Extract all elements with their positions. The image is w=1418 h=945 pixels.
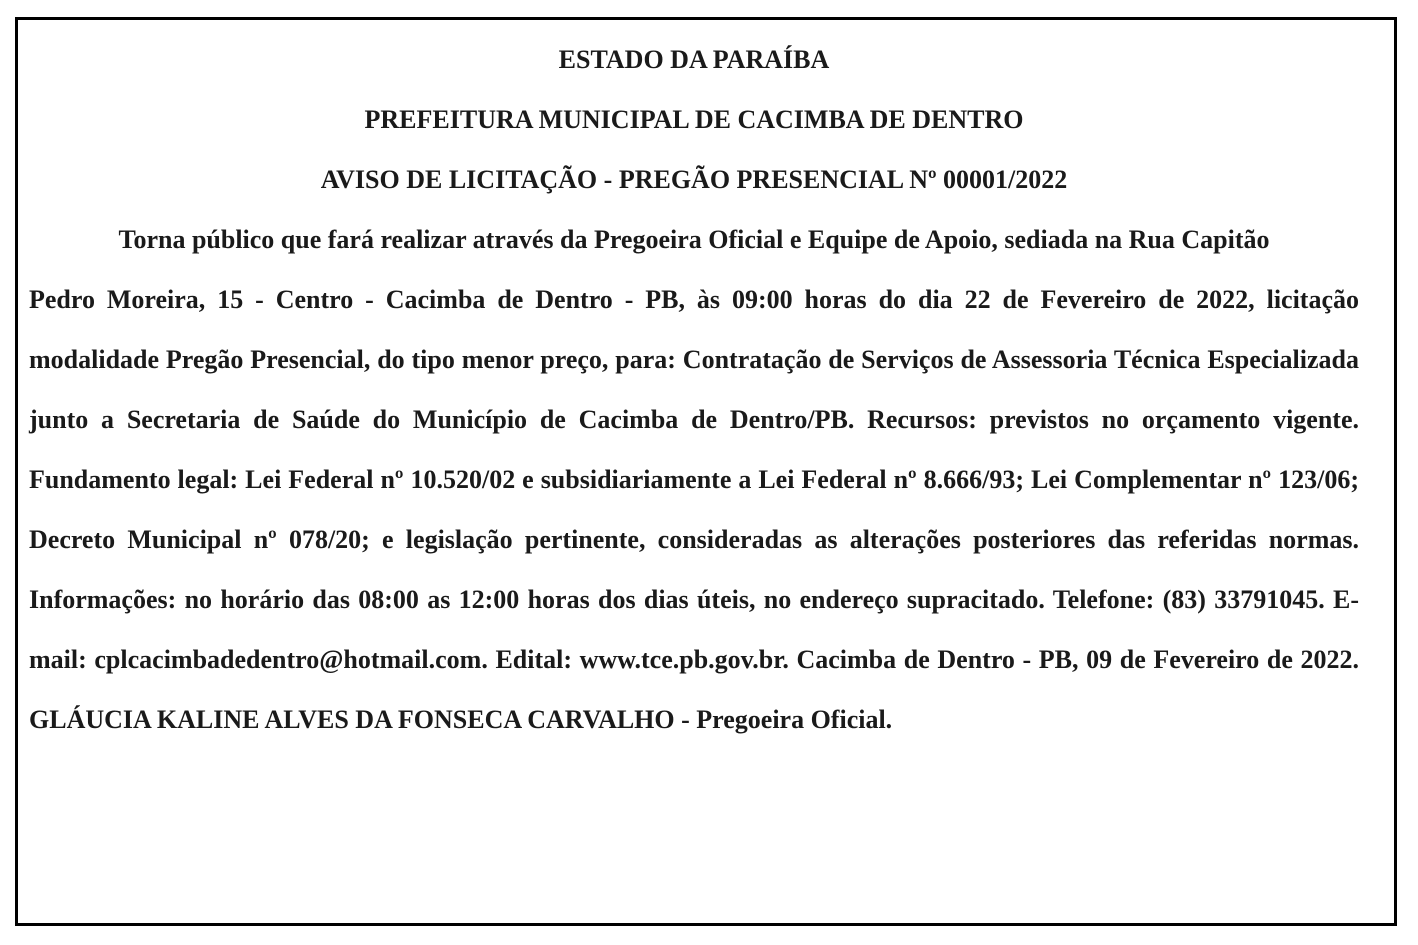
notice-body-first-line: Torna público que fará realizar através da Pregoeira Oficial e Equipe de Apoio, sediada na Rua Capitão bbox=[118, 225, 1270, 254]
notice-content bbox=[29, 30, 1359, 750]
notice-title: AVISO DE LICITAÇÃO - PREGÃO PRESENCIAL Nº 00001/2022 bbox=[320, 165, 1068, 194]
state-heading: ESTADO DA PARAÍBA bbox=[558, 45, 830, 74]
notice-body bbox=[29, 210, 1359, 750]
municipality-heading: PREFEITURA MUNICIPAL DE CACIMBA DE DENTRO bbox=[364, 105, 1024, 134]
notice-body-text: Pedro Moreira, 15 - Centro - Cacimba de Dentro - PB, às 09:00 horas do dia 22 de Fevereiro de 2022, licitação modalidade Pregão Presencial, do tipo menor preço, para: Contratação de Serviços de Assessoria Técnica Especializada junto a Secretaria de Saúde do Município de Cacimba de Dentro/PB. Recursos: previstos no orçamento vigente. Fundamento legal: Lei Federal nº 10.520/02 e subsidiariamente a Lei Federal nº 8.666/93; Lei Complementar nº 123/06; Decreto Municipal nº 078/20; e legislação pertinente, consideradas as alterações posteriores das referidas normas. Informações: no horário das 08:00 as 12:00 horas dos dias úteis, no endereço supracitado. Telefone: (83) 33791045. E-mail: cplcacimbadedentro@hotmail.com. Edital: www.tce.pb.gov.br. Cacimba de Dentro - PB, 09 de Fevereiro de 2022. GLÁUCIA KALINE ALVES DA FONSECA CARVALHO - Pregoeira Oficial. bbox=[29, 285, 1359, 734]
